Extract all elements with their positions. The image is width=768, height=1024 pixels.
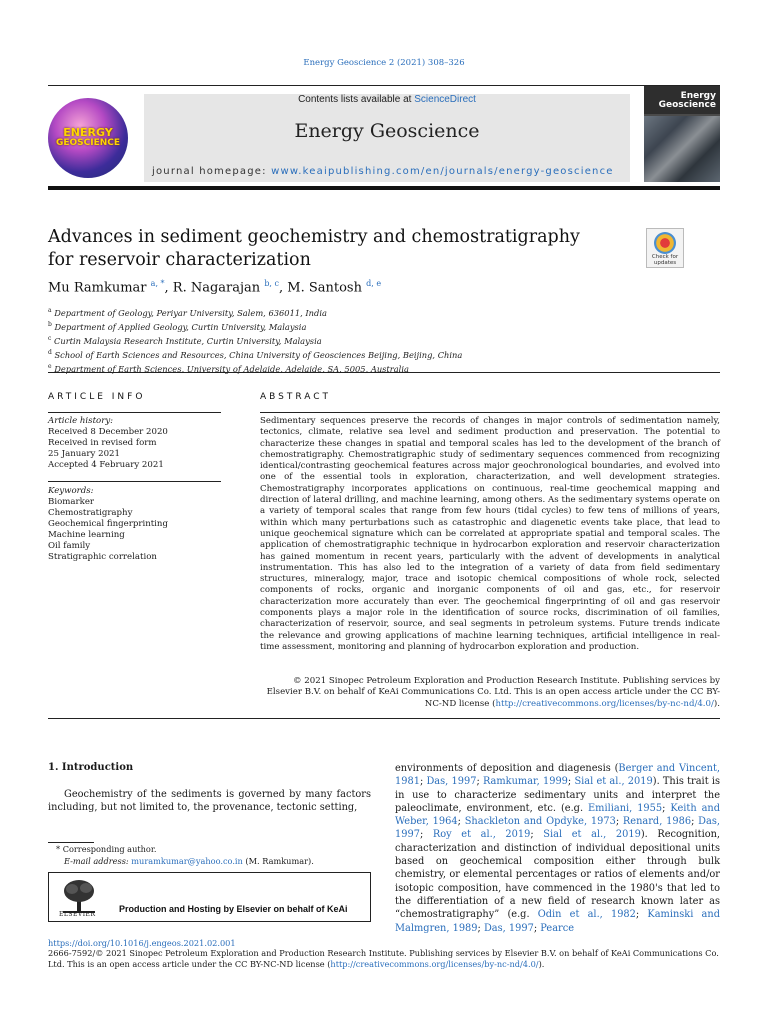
affiliation-marker: b	[48, 320, 52, 328]
affiliation-item	[48, 347, 462, 361]
keyword-item: Stratigraphic correlation	[48, 552, 157, 562]
citation-link[interactable]: Das, 1997	[395, 816, 721, 841]
section-divider	[48, 718, 720, 719]
contents-line	[144, 94, 630, 105]
cover-title-line1: Energy	[680, 91, 716, 101]
section-divider	[48, 372, 720, 373]
intro-text-segment: ;	[533, 922, 541, 934]
keyword-item: Geochemical fingerprinting	[48, 519, 168, 529]
keyword-item: Chemostratigraphy	[48, 508, 133, 518]
history-item: Received 8 December 2020	[48, 427, 168, 437]
intro-text-segment: ;	[419, 776, 427, 788]
keyword-item: Biomarker	[48, 497, 95, 507]
author-affiliation-link[interactable]: b, c	[264, 279, 279, 288]
intro-text-segment: ;	[477, 922, 484, 934]
bottom-legal-text	[48, 948, 720, 970]
cover-photo	[644, 116, 720, 182]
history-item: 25 January 2021	[48, 449, 120, 459]
citation-link[interactable]: Emiliani, 1955	[588, 802, 663, 814]
affiliation-list	[48, 305, 462, 375]
citation-link[interactable]: Shackleton and Opdyke, 1973	[464, 816, 616, 828]
affiliation-marker: d	[48, 348, 52, 356]
history-item: Received in revised form	[48, 438, 157, 448]
intro-text-segment: ). Recognition, characterization and distinction of individual depositional units based on geochemical composition either through bulk chemistry, or elemental percentages or ratios of elements and/or isotopic composition, have commenced in the 1980's that led to the differentiation of a new field of research known later as “chemostratigraphy” (e.g.	[395, 829, 721, 921]
affiliation-marker: c	[48, 334, 52, 342]
author-name: R. Nagarajan	[172, 280, 261, 296]
article-history	[48, 416, 168, 471]
intro-text-segment: ). This trait is in use to characterize sedimentary units and interpret the paleoclimate, environment, etc. (e.g.	[395, 776, 720, 814]
abstract-heading: ABSTRACT	[260, 392, 332, 402]
affiliation-item	[48, 305, 462, 319]
article-title: Advances in sediment geochemistry and chemostratigraphy for reservoir characterization	[48, 227, 580, 270]
elsevier-hosting-text: Production and Hosting by Elsevier on behalf of KeAi	[119, 904, 348, 914]
logo-text-line1: ENERGY	[63, 126, 113, 139]
article-info-heading: ARTICLE INFO	[48, 392, 146, 402]
intro-text-segment: ;	[691, 816, 699, 828]
legal-license-link[interactable]: http://creativecommons.org/licenses/by-nc-nd/4.0/	[330, 959, 539, 969]
abstract-text: Sedimentary sequences preserve the records of changes in major controls of sedimentation namely, tectonics, climate, relative sea level and sediment production and preservation. The potential to characterize these changes in spatial and temporal scales has led to the development of the branch of chemostratigraphy. Chemostratigraphic study of sedimentary sequences commenced from recognizing identical/contrasting geochemical features across major geochronological boundaries, and evolved into one of the essential tools in exploration, characterization, and well development strategies. Chemostratigraphy incorporates applications on continuous, real-time geochemical mapping and direction of lateral drilling, and machine learning, among others. As the sedimentary systems operate on a variety of temporal scales that range from few hours (tidal cycles) to few tens of millions of years, within which many perturbations such as catastrophic and diagenetic events take place, that lead to unique geochemical signature which can be correlated at appropriate spatial and temporal scales. The application of chemostratigraphic technique in hydrocarbon exploration and reservoir characterization has gained momentum in recent years, particularly with the advent of developments in analytical instrumentation. This has also led to the integration of a variety of data from field sedimentary structures, mineralogy, major, trace and isotopic chemical compositions of whole rock, selected components of rocks, organic and inorganic components of oil and gas, etc., for reservoir characterization more accurately than ever. The geochemical fingerprinting of oil and gas reservoir components plays a major role in the identification of source rocks, discrimination of oil families, characterization of reservoir, source, and seal segments in petroleum systems. Future trends indicate the relevance and growing applications of machine learning techniques, artificial intelligence in real-time assessment, monitoring and planning of hydrocarbon exploration and production.	[260, 416, 720, 652]
affiliation-marker: e	[48, 362, 52, 370]
citation-link[interactable]: Sial et al., 2019	[574, 776, 653, 788]
affiliation-text: Curtin Malaysia Research Institute, Curtin University, Malaysia	[54, 335, 322, 346]
sciencedirect-link[interactable]: ScienceDirect	[414, 94, 476, 105]
footnote	[56, 843, 314, 867]
citation-link[interactable]: Kaminski and Malmgren, 1989	[395, 909, 720, 934]
keywords-label: Keywords:	[48, 486, 94, 496]
author-name: M. Santosh	[287, 280, 362, 296]
intro-text-segment: environments of deposition and diagenesis (	[395, 763, 619, 774]
journal-header	[48, 86, 720, 182]
citation-link[interactable]: Das, 1997	[483, 922, 534, 934]
journal-logo	[48, 98, 128, 178]
citation-link[interactable]: Pearce	[540, 922, 575, 934]
intro-text-segment: ;	[615, 816, 623, 828]
affiliation-marker: a	[48, 307, 52, 314]
introduction-text-right	[395, 762, 720, 935]
copyright-text: © 2021 Sinopec Petroleum Exploration and Production Research Institute. Publishing services by Elsevier B.V. on behalf of KeAi Communications Co. Ltd. This is an open access article under the CC BY-NC-ND license (	[266, 676, 720, 709]
intro-text-segment: ;	[457, 816, 465, 828]
intro-text-segment: ;	[530, 829, 544, 841]
elsevier-hosting-box	[48, 872, 371, 922]
keywords-list	[48, 486, 168, 563]
intro-text-segment: ;	[662, 802, 671, 814]
affiliation-text: Department of Applied Geology, Curtin University, Malaysia	[54, 321, 307, 332]
legal-text: 2666-7592/© 2021 Sinopec Petroleum Exploration and Production Research Institute. Publishing services by Elsevier B.V. on behalf of KeAi Communications Co. Ltd. This is an open access article under the CC BY-NC-ND license (	[48, 948, 719, 969]
citation-link[interactable]: Roy et al., 2019	[432, 829, 531, 841]
history-label: Article history:	[48, 416, 114, 426]
intro-text-segment: ;	[635, 909, 648, 921]
doi-link[interactable]: https://doi.org/10.1016/j.engeos.2021.02.001	[48, 938, 236, 948]
legal-close: ).	[538, 959, 545, 969]
email-label: E-mail address:	[64, 856, 132, 866]
contents-prefix: Contents lists available at	[298, 94, 415, 105]
check-updates-label: Check for updates	[651, 254, 679, 266]
logo-text-line2: GEOSCIENCE	[55, 138, 121, 148]
license-link[interactable]: http://creativecommons.org/licenses/by-nc-nd/4.0/	[495, 698, 714, 709]
homepage-link[interactable]: www.keaipublishing.com/en/journals/energy-geoscience	[271, 166, 614, 177]
affiliation-text: Department of Geology, Periyar University, Salem, 636011, India	[54, 307, 327, 318]
keyword-item: Oil family	[48, 541, 91, 551]
author-list: Mu Ramkumar $^{a, *}$, R. Nagarajan $^{b, c}$, M. Santosh $^{d, e}$	[48, 279, 382, 296]
check-updates-icon	[654, 232, 676, 254]
citation-link[interactable]: Renard, 1986	[622, 816, 692, 828]
citation-link[interactable]: Odin et al., 1982	[537, 909, 636, 921]
author-affiliation-link[interactable]: d, e	[366, 279, 382, 288]
citation-link[interactable]: Keith and Weber, 1964	[395, 802, 720, 828]
homepage-prefix: journal homepage:	[152, 166, 272, 177]
introduction-heading: 1. Introduction	[48, 762, 134, 773]
history-item: Accepted 4 February 2021	[48, 460, 164, 470]
keywords-rule	[48, 481, 221, 482]
article-info-rule	[48, 412, 221, 413]
cover-title-line2: Geoscience	[658, 100, 716, 110]
elsevier-wordmark: ELSEVIER	[59, 911, 96, 918]
affiliation-text: Department of Earth Sciences, University of Adelaide, Adelaide, SA, 5005, Australia	[54, 363, 409, 374]
journal-banner	[144, 94, 630, 182]
citation-link[interactable]: Ramkumar, 1999	[482, 776, 568, 788]
author-affiliation-link[interactable]: a, *	[150, 279, 165, 288]
email-link[interactable]: muramkumar@yahoo.co.in	[131, 856, 243, 866]
keyword-item: Machine learning	[48, 530, 125, 540]
intro-text-segment: ;	[476, 776, 483, 788]
email-owner: (M. Ramkumar).	[242, 856, 314, 866]
journal-homepage	[152, 166, 614, 177]
introduction-text-left: Geochemistry of the sediments is governed by many factors including, but not limited to, the provenance, tectonic setting,	[48, 789, 371, 814]
citation-link[interactable]: Sial et al., 2019	[543, 829, 641, 841]
intro-text-segment: ;	[567, 776, 575, 788]
journal-citation[interactable]: Energy Geoscience 2 (2021) 308–326	[303, 58, 465, 68]
author-name: Mu Ramkumar	[48, 280, 147, 296]
copyright-close: ).	[713, 698, 720, 709]
cover-title	[659, 92, 716, 110]
abstract-rule	[260, 412, 720, 413]
corresponding-author-note: * Corresponding author.	[56, 844, 157, 854]
email-note	[64, 855, 314, 867]
affiliation-item	[48, 319, 462, 333]
intro-text-segment: ;	[419, 829, 433, 841]
affiliation-item	[48, 333, 462, 347]
journal-title: Energy Geoscience	[294, 120, 480, 142]
affiliation-text: School of Earth Sciences and Resources, China University of Geosciences Beijing, Beijing, China	[54, 349, 463, 360]
check-for-updates-button[interactable]	[646, 228, 684, 268]
journal-cover-image	[644, 86, 720, 182]
abstract-copyright	[260, 676, 720, 710]
citation-link[interactable]: Das, 1997	[426, 776, 477, 788]
header-bottom-rule	[48, 186, 720, 190]
citation-link[interactable]: Berger and Vincent, 1981	[395, 763, 720, 788]
